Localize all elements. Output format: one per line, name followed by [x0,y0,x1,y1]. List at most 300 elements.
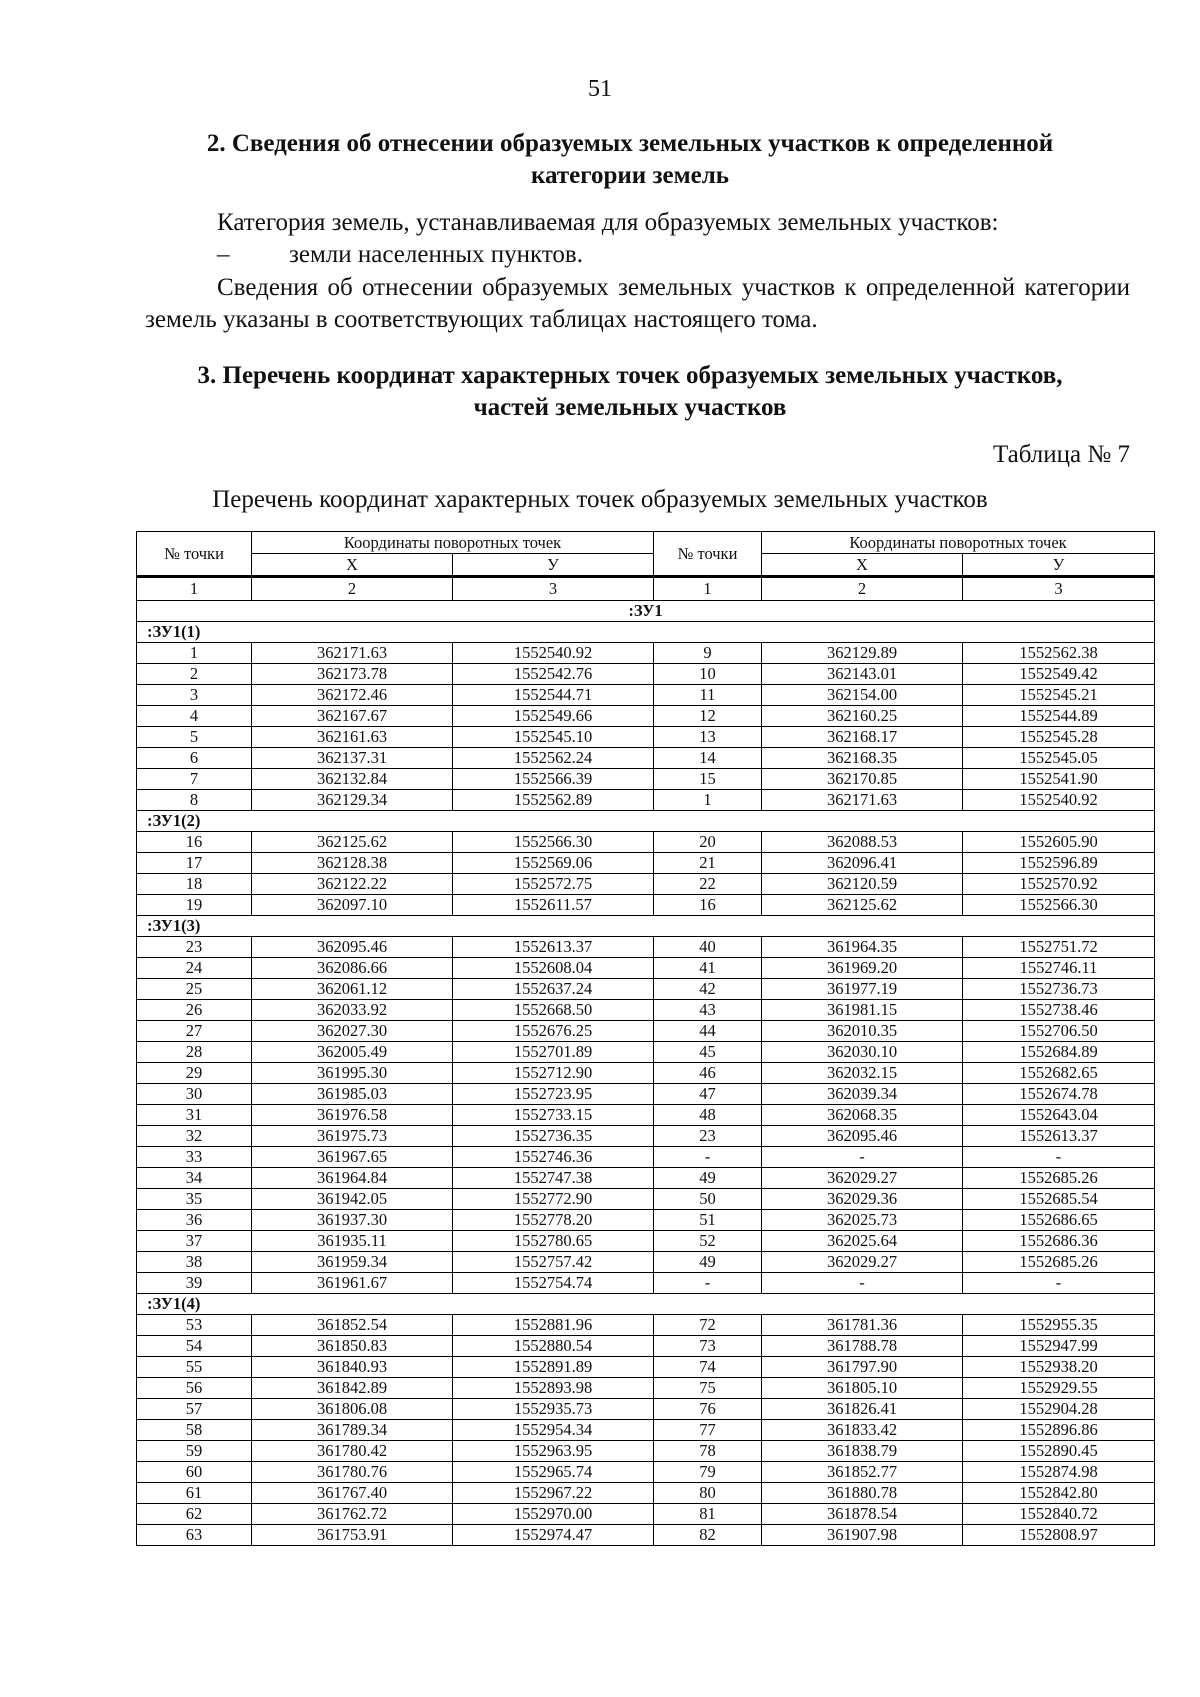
x-coordinate-cell: 361976.58 [252,1105,453,1126]
x-coordinate-cell: 362030.10 [762,1042,963,1063]
point-number-cell: - [654,1273,762,1294]
y-coordinate-cell: 1552674.78 [963,1084,1155,1105]
y-coordinate-cell: 1552540.92 [963,790,1155,811]
y-coordinate-cell: 1552840.72 [963,1504,1155,1525]
subzone-title: :ЗУ1(2) [137,811,1155,832]
point-number-cell: 3 [137,685,252,706]
table-row [137,874,1155,895]
x-coordinate-cell: 361842.89 [252,1378,453,1399]
x-coordinate-cell: 362095.46 [762,1126,963,1147]
land-category-item [217,239,583,271]
x-coordinate-cell: - [762,1273,963,1294]
x-coordinate-cell: 362143.01 [762,664,963,685]
point-number-cell: 35 [137,1189,252,1210]
point-number-cell: 60 [137,1462,252,1483]
y-coordinate-cell: 1552544.89 [963,706,1155,727]
x-coordinate-cell: 361826.41 [762,1399,963,1420]
section-3-heading [130,360,1130,424]
y-coordinate-cell: 1552965.74 [453,1462,654,1483]
subzone-row [137,811,1155,832]
point-number-cell: 31 [137,1105,252,1126]
land-category-intro: Категория земель, устанавливаемая для образуемых земельных участков: [217,209,999,236]
subzone-row [137,916,1155,937]
table-row [137,1420,1155,1441]
table-row [137,1063,1155,1084]
x-coordinate-cell: 361961.67 [252,1273,453,1294]
y-coordinate-cell: 1552723.95 [453,1084,654,1105]
zone-title: :ЗУ1 [137,601,1155,622]
y-coordinate-cell: 1552947.99 [963,1336,1155,1357]
x-coordinate-cell: 362129.89 [762,643,963,664]
table-row [137,1525,1155,1546]
y-coordinate-cell: 1552890.45 [963,1441,1155,1462]
y-coordinate-cell: 1552685.26 [963,1168,1155,1189]
y-coordinate-cell: 1552549.42 [963,664,1155,685]
y-coordinate-cell: 1552540.92 [453,643,654,664]
y-coordinate-cell: 1552736.35 [453,1126,654,1147]
table-row [137,1315,1155,1336]
point-number-cell: 58 [137,1420,252,1441]
x-coordinate-cell: 361964.84 [252,1168,453,1189]
y-coordinate-cell: 1552608.04 [453,958,654,979]
y-coordinate-cell: 1552684.89 [963,1042,1155,1063]
column-number: 2 [762,577,963,601]
zone-row [137,601,1155,622]
point-number-cell: 77 [654,1420,762,1441]
x-coordinate-cell: 361852.54 [252,1315,453,1336]
point-number-cell: 16 [654,895,762,916]
x-coordinate-cell: 361985.03 [252,1084,453,1105]
point-number-cell: 28 [137,1042,252,1063]
table-row [137,1273,1155,1294]
table-row [137,958,1155,979]
table-row [137,979,1155,1000]
x-coordinate-cell: 361805.10 [762,1378,963,1399]
y-coordinate-cell: 1552808.97 [963,1525,1155,1546]
x-coordinate-cell: 362096.41 [762,853,963,874]
x-coordinate-cell: 362167.67 [252,706,453,727]
x-coordinate-cell: 362095.46 [252,937,453,958]
x-coordinate-cell: 361959.34 [252,1252,453,1273]
x-coordinate-cell: 362086.66 [252,958,453,979]
table-row [137,1252,1155,1273]
x-coordinate-cell: 361780.76 [252,1462,453,1483]
list-dash: – [217,241,230,268]
x-coordinate-cell: 361995.30 [252,1063,453,1084]
y-coordinate-cell: 1552545.05 [963,748,1155,769]
x-coordinate-cell: 361878.54 [762,1504,963,1525]
table-row [137,895,1155,916]
point-number-cell: 37 [137,1231,252,1252]
table-row [137,1210,1155,1231]
y-coordinate-cell: 1552676.25 [453,1021,654,1042]
point-number-cell: 59 [137,1441,252,1462]
point-number-cell: 24 [137,958,252,979]
table-number: Таблица № 7 [992,441,1130,468]
section-2-heading-line1: 2. Сведения об отнесении образуемых земельных участков к определенной [206,130,1054,157]
x-coordinate-cell: 362168.17 [762,727,963,748]
point-number-cell: 14 [654,748,762,769]
point-number-cell: 9 [654,643,762,664]
table-row [137,706,1155,727]
y-coordinate-cell: 1552637.24 [453,979,654,1000]
y-coordinate-cell: 1552572.75 [453,874,654,895]
y-coordinate-cell: 1552938.20 [963,1357,1155,1378]
section-2-heading-line2: категории земель [531,162,729,189]
table-row [137,1126,1155,1147]
point-number-cell: 17 [137,853,252,874]
point-number-cell: 5 [137,727,252,748]
y-coordinate-cell: 1552929.55 [963,1378,1155,1399]
page-number: 51 [588,76,612,102]
point-number-cell: 2 [137,664,252,685]
point-number-cell: 19 [137,895,252,916]
x-coordinate-cell: 361840.93 [252,1357,453,1378]
section-2-heading [130,128,1130,192]
x-coordinate-cell: 362025.73 [762,1210,963,1231]
y-coordinate-cell: 1552542.76 [453,664,654,685]
y-coordinate-cell: 1552566.30 [453,832,654,853]
x-coordinate-cell: 361975.73 [252,1126,453,1147]
x-coordinate-cell: 362154.00 [762,685,963,706]
column-number: 1 [654,577,762,601]
table-row [137,1462,1155,1483]
x-coordinate-cell: 362137.31 [252,748,453,769]
y-coordinate-cell: 1552842.80 [963,1483,1155,1504]
x-coordinate-cell: 361977.19 [762,979,963,1000]
y-coordinate-cell: 1552874.98 [963,1462,1155,1483]
point-number-cell: 25 [137,979,252,1000]
y-coordinate-cell: 1552891.89 [453,1357,654,1378]
point-number-cell: 34 [137,1168,252,1189]
table-row [137,1441,1155,1462]
point-number-cell: 23 [137,937,252,958]
x-coordinate-cell: 361942.05 [252,1189,453,1210]
point-number-cell: 6 [137,748,252,769]
table-row [137,1357,1155,1378]
y-coordinate-cell: 1552545.28 [963,727,1155,748]
x-coordinate-cell: 362129.34 [252,790,453,811]
table-row [137,664,1155,685]
header-x: Х [252,554,453,577]
land-category-value: земли населенных пунктов. [289,241,583,268]
point-number-cell: 7 [137,769,252,790]
x-coordinate-cell: 362029.27 [762,1168,963,1189]
x-coordinate-cell: 361937.30 [252,1210,453,1231]
point-number-cell: 42 [654,979,762,1000]
x-coordinate-cell: 362088.53 [762,832,963,853]
y-coordinate-cell: 1552746.11 [963,958,1155,979]
y-coordinate-cell: 1552613.37 [963,1126,1155,1147]
point-number-cell: 49 [654,1252,762,1273]
table-row [137,1189,1155,1210]
x-coordinate-cell: 362032.15 [762,1063,963,1084]
x-coordinate-cell: 361781.36 [762,1315,963,1336]
header-x: Х [762,554,963,577]
point-number-cell: 55 [137,1357,252,1378]
y-coordinate-cell: - [963,1147,1155,1168]
x-coordinate-cell: 362171.63 [762,790,963,811]
x-coordinate-cell: 362033.92 [252,1000,453,1021]
y-coordinate-cell: 1552880.54 [453,1336,654,1357]
column-number: 1 [137,577,252,601]
y-coordinate-cell: 1552545.10 [453,727,654,748]
table-body [137,577,1155,1546]
point-number-cell: 76 [654,1399,762,1420]
y-coordinate-cell: 1552733.15 [453,1105,654,1126]
y-coordinate-cell: 1552954.34 [453,1420,654,1441]
y-coordinate-cell: 1552955.35 [963,1315,1155,1336]
y-coordinate-cell: 1552605.90 [963,832,1155,853]
point-number-cell: 32 [137,1126,252,1147]
y-coordinate-cell: 1552751.72 [963,937,1155,958]
y-coordinate-cell: 1552754.74 [453,1273,654,1294]
x-coordinate-cell: 361967.65 [252,1147,453,1168]
y-coordinate-cell: 1552736.73 [963,979,1155,1000]
point-number-cell: 20 [654,832,762,853]
x-coordinate-cell: 361838.79 [762,1441,963,1462]
y-coordinate-cell: 1552682.65 [963,1063,1155,1084]
x-coordinate-cell: 361880.78 [762,1483,963,1504]
table-row [137,1231,1155,1252]
point-number-cell: 16 [137,832,252,853]
header-point-number: № точки [137,532,252,577]
x-coordinate-cell: 362125.62 [252,832,453,853]
point-number-cell: 47 [654,1084,762,1105]
point-number-cell: 41 [654,958,762,979]
x-coordinate-cell: 362097.10 [252,895,453,916]
table-row [137,937,1155,958]
y-coordinate-cell: 1552569.06 [453,853,654,874]
y-coordinate-cell: 1552566.39 [453,769,654,790]
point-number-cell: 51 [654,1210,762,1231]
column-number: 3 [453,577,654,601]
header-y: У [963,554,1155,577]
point-number-cell: 11 [654,685,762,706]
subzone-title: :ЗУ1(3) [137,916,1155,937]
table-row [137,1483,1155,1504]
y-coordinate-cell: 1552881.96 [453,1315,654,1336]
point-number-cell: 50 [654,1189,762,1210]
point-number-cell: 23 [654,1126,762,1147]
x-coordinate-cell: 361788.78 [762,1336,963,1357]
table-row [137,1504,1155,1525]
point-number-cell: 44 [654,1021,762,1042]
table-row [137,643,1155,664]
column-number-row [137,577,1155,601]
x-coordinate-cell: 362061.12 [252,979,453,1000]
y-coordinate-cell: 1552544.71 [453,685,654,706]
table-row [137,1336,1155,1357]
x-coordinate-cell: 362170.85 [762,769,963,790]
point-number-cell: 21 [654,853,762,874]
point-number-cell: 56 [137,1378,252,1399]
table-row [137,1105,1155,1126]
x-coordinate-cell: 362128.38 [252,853,453,874]
x-coordinate-cell: 362122.22 [252,874,453,895]
point-number-cell: 27 [137,1021,252,1042]
point-number-cell: 81 [654,1504,762,1525]
x-coordinate-cell: 361935.11 [252,1231,453,1252]
table-row [137,790,1155,811]
y-coordinate-cell: 1552738.46 [963,1000,1155,1021]
y-coordinate-cell: 1552963.95 [453,1441,654,1462]
y-coordinate-cell: 1552686.65 [963,1210,1155,1231]
point-number-cell: 73 [654,1336,762,1357]
x-coordinate-cell: 362010.35 [762,1021,963,1042]
x-coordinate-cell: 361797.90 [762,1357,963,1378]
column-number: 3 [963,577,1155,601]
point-number-cell: 43 [654,1000,762,1021]
y-coordinate-cell: 1552549.66 [453,706,654,727]
point-number-cell: 61 [137,1483,252,1504]
point-number-cell: 79 [654,1462,762,1483]
x-coordinate-cell: 362161.63 [252,727,453,748]
table-row [137,1168,1155,1189]
y-coordinate-cell: 1552974.47 [453,1525,654,1546]
table-row [137,1378,1155,1399]
y-coordinate-cell: 1552570.92 [963,874,1155,895]
point-number-cell: 1 [654,790,762,811]
x-coordinate-cell: 362025.64 [762,1231,963,1252]
x-coordinate-cell: 361964.35 [762,937,963,958]
table-row [137,1021,1155,1042]
point-number-cell: 78 [654,1441,762,1462]
table-row [137,769,1155,790]
table-row [137,685,1155,706]
point-number-cell: 63 [137,1525,252,1546]
point-number-cell: 8 [137,790,252,811]
subzone-title: :ЗУ1(4) [137,1294,1155,1315]
point-number-cell: 13 [654,727,762,748]
land-category-note: Сведения об отнесении образуемых земельных участков к определенной категории земель указаны в соответствующих таблицах настоящего тома. [145,274,1130,333]
point-number-cell: 30 [137,1084,252,1105]
point-number-cell: 4 [137,706,252,727]
point-number-cell: 74 [654,1357,762,1378]
x-coordinate-cell: 362039.34 [762,1084,963,1105]
subzone-row [137,622,1155,643]
y-coordinate-cell: 1552778.20 [453,1210,654,1231]
y-coordinate-cell: 1552701.89 [453,1042,654,1063]
table-row [137,1084,1155,1105]
point-number-cell: 45 [654,1042,762,1063]
x-coordinate-cell: 361753.91 [252,1525,453,1546]
table-row [137,727,1155,748]
y-coordinate-cell: 1552746.36 [453,1147,654,1168]
x-coordinate-cell: 361780.42 [252,1441,453,1462]
x-coordinate-cell: 361852.77 [762,1462,963,1483]
point-number-cell: 29 [137,1063,252,1084]
header-coordinates: Координаты поворотных точек [252,532,654,554]
point-number-cell: 12 [654,706,762,727]
x-coordinate-cell: 362125.62 [762,895,963,916]
point-number-cell: 36 [137,1210,252,1231]
point-number-cell: 48 [654,1105,762,1126]
x-coordinate-cell: 362132.84 [252,769,453,790]
subzone-title: :ЗУ1(1) [137,622,1155,643]
x-coordinate-cell: 362171.63 [252,643,453,664]
x-coordinate-cell: 361981.15 [762,1000,963,1021]
point-number-cell: 18 [137,874,252,895]
y-coordinate-cell: 1552685.54 [963,1189,1155,1210]
point-number-cell: 53 [137,1315,252,1336]
x-coordinate-cell: 362005.49 [252,1042,453,1063]
point-number-cell: 80 [654,1483,762,1504]
y-coordinate-cell: 1552780.65 [453,1231,654,1252]
x-coordinate-cell: 362120.59 [762,874,963,895]
point-number-cell: 26 [137,1000,252,1021]
point-number-cell: 40 [654,937,762,958]
table-row [137,832,1155,853]
y-coordinate-cell: 1552566.30 [963,895,1155,916]
y-coordinate-cell: 1552562.24 [453,748,654,769]
column-number: 2 [252,577,453,601]
x-coordinate-cell: 362172.46 [252,685,453,706]
point-number-cell: 82 [654,1525,762,1546]
point-number-cell: 46 [654,1063,762,1084]
x-coordinate-cell: 361806.08 [252,1399,453,1420]
subzone-row [137,1294,1155,1315]
point-number-cell: 15 [654,769,762,790]
y-coordinate-cell: 1552541.90 [963,769,1155,790]
point-number-cell: 72 [654,1315,762,1336]
coordinates-table [136,531,1155,1546]
y-coordinate-cell: 1552668.50 [453,1000,654,1021]
y-coordinate-cell: - [963,1273,1155,1294]
y-coordinate-cell: 1552896.86 [963,1420,1155,1441]
section-3-heading-line2: частей земельных участков [473,394,787,421]
point-number-cell: - [654,1147,762,1168]
table-row [137,1042,1155,1063]
point-number-cell: 62 [137,1504,252,1525]
section-3-heading-line1: 3. Перечень координат характерных точек образуемых земельных участков, [197,362,1063,389]
point-number-cell: 52 [654,1231,762,1252]
point-number-cell: 22 [654,874,762,895]
x-coordinate-cell: 361969.20 [762,958,963,979]
y-coordinate-cell: 1552712.90 [453,1063,654,1084]
y-coordinate-cell: 1552562.38 [963,643,1155,664]
point-number-cell: 38 [137,1252,252,1273]
y-coordinate-cell: 1552686.36 [963,1231,1155,1252]
y-coordinate-cell: 1552967.22 [453,1483,654,1504]
x-coordinate-cell: 362068.35 [762,1105,963,1126]
header-coordinates: Координаты поворотных точек [762,532,1155,554]
y-coordinate-cell: 1552643.04 [963,1105,1155,1126]
point-number-cell: 10 [654,664,762,685]
y-coordinate-cell: 1552611.57 [453,895,654,916]
x-coordinate-cell: 361762.72 [252,1504,453,1525]
y-coordinate-cell: 1552757.42 [453,1252,654,1273]
y-coordinate-cell: 1552706.50 [963,1021,1155,1042]
y-coordinate-cell: 1552935.73 [453,1399,654,1420]
y-coordinate-cell: 1552545.21 [963,685,1155,706]
point-number-cell: 33 [137,1147,252,1168]
y-coordinate-cell: 1552747.38 [453,1168,654,1189]
y-coordinate-cell: 1552893.98 [453,1378,654,1399]
point-number-cell: 39 [137,1273,252,1294]
table-row [137,748,1155,769]
y-coordinate-cell: 1552596.89 [963,853,1155,874]
point-number-cell: 54 [137,1336,252,1357]
y-coordinate-cell: 1552562.89 [453,790,654,811]
point-number-cell: 75 [654,1378,762,1399]
table-row [137,1399,1155,1420]
x-coordinate-cell: 361789.34 [252,1420,453,1441]
y-coordinate-cell: 1552772.90 [453,1189,654,1210]
table-row [137,853,1155,874]
x-coordinate-cell: 361833.42 [762,1420,963,1441]
y-coordinate-cell: 1552970.00 [453,1504,654,1525]
